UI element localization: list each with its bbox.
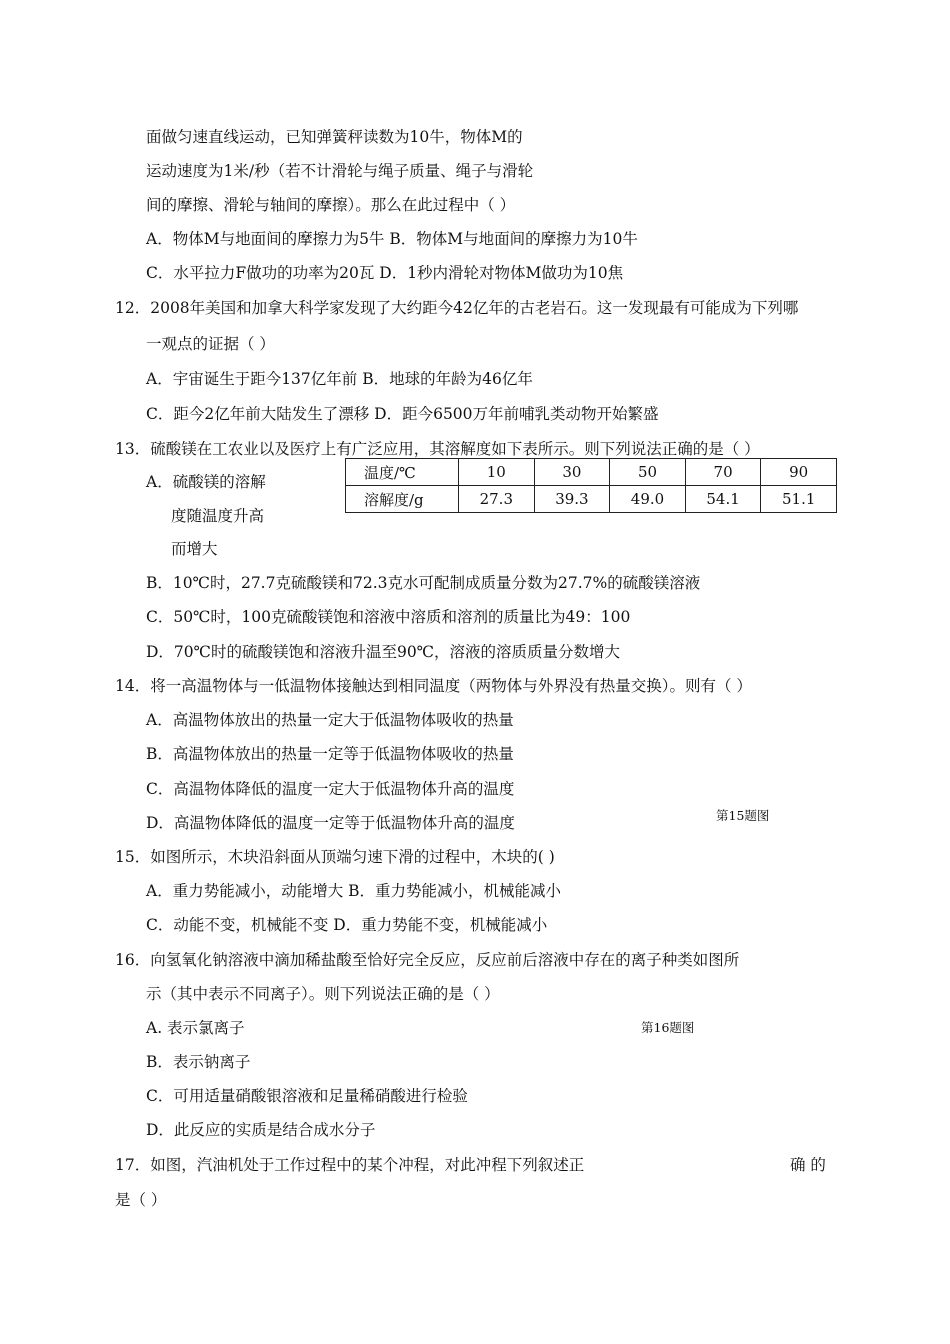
- q16-stem-line-1: 16．向氢氧化钠溶液中滴加稀盐酸至恰好完全反应，反应前后溶液中存在的离子种类如图所: [115, 951, 740, 969]
- q11-stem-line-2: 运动速度为1米/秒（若不计滑轮与绳子质量、绳子与滑轮: [146, 162, 534, 180]
- q11-options-ab: A．物体M与地面间的摩擦力为5牛 B．物体M与地面间的摩擦力为10牛: [146, 230, 638, 248]
- table-cell: 90: [761, 459, 837, 486]
- q12-options-ab: A．宇宙诞生于距今137亿年前 B．地球的年龄为46亿年: [146, 370, 533, 388]
- q12-options-cd: C．距今2亿年前大陆发生了漂移 D．距今6500万年前哺乳类动物开始繁盛: [146, 405, 659, 423]
- table-row: [346, 486, 837, 513]
- q14-option-b: B．高温物体放出的热量一定等于低温物体吸收的热量: [146, 745, 514, 763]
- table-cell: 27.3: [459, 486, 535, 513]
- q14-option-d: D．高温物体降低的温度一定等于低温物体升高的温度: [146, 814, 515, 832]
- q12-stem-line-2: 一观点的证据（ ）: [146, 335, 275, 353]
- q17-stem-line-1-tail: 确 的: [790, 1156, 826, 1174]
- q13-option-a-line-2: 度随温度升高: [171, 507, 265, 525]
- q11-stem-line-1: 面做匀速直线运动，已知弹簧秤读数为10牛，物体M的: [146, 128, 523, 146]
- q11-stem-line-3: 间的摩擦、滑轮与轴间的摩擦）。那么在此过程中（ ）: [146, 196, 516, 214]
- q17-stem-line-2: 是（ ）: [115, 1191, 167, 1209]
- table-cell: 49.0: [610, 486, 686, 513]
- q13-option-a-line-3: 而增大: [171, 540, 218, 558]
- q14-option-a: A．高温物体放出的热量一定大于低温物体吸收的热量: [146, 711, 514, 729]
- table-cell: 70: [685, 459, 761, 486]
- temperature-label: 温度/℃: [346, 459, 459, 486]
- q13-stem: 13．硫酸镁在工农业以及医疗上有广泛应用，其溶解度如下表所示。则下列说法正确的是（ ）: [115, 440, 760, 458]
- q14-option-c: C．高温物体降低的温度一定大于低温物体升高的温度: [146, 780, 515, 798]
- q17-stem-line-1: 17．如图，汽油机处于工作过程中的某个冲程，对此冲程下列叙述正: [115, 1156, 585, 1174]
- table-cell: 50: [610, 459, 686, 486]
- q15-options-ab: A．重力势能减小，动能增大 B．重力势能减小，机械能减小: [146, 882, 562, 900]
- table-row: [346, 459, 837, 486]
- table-cell: 10: [459, 459, 535, 486]
- q16-option-a: A. 表示氯离子: [146, 1019, 245, 1037]
- q11-options-cd: C．水平拉力F做功的功率为20瓦 D．1秒内滑轮对物体M做功为10焦: [146, 264, 624, 282]
- solubility-label: 溶解度/g: [346, 486, 459, 513]
- q13-option-c: C．50℃时，100克硫酸镁饱和溶液中溶质和溶剂的质量比为49：100: [146, 608, 631, 626]
- q16-option-c: C．可用适量硝酸银溶液和足量稀硝酸进行检验: [146, 1087, 468, 1105]
- figure-16-caption: 第16题图: [641, 1020, 695, 1035]
- figure-15-caption: 第15题图: [716, 808, 770, 823]
- q15-options-cd: C．动能不变，机械能不变 D．重力势能不变，机械能减小: [146, 916, 548, 934]
- table-cell: 54.1: [685, 486, 761, 513]
- table-cell: 51.1: [761, 486, 837, 513]
- q13-option-d: D．70℃时的硫酸镁饱和溶液升温至90℃，溶液的溶质质量分数增大: [146, 643, 621, 661]
- table-cell: 39.3: [534, 486, 610, 513]
- q14-stem: 14．将一高温物体与一低温物体接触达到相同温度（两物体与外界没有热量交换）。则有（ ）: [115, 677, 752, 695]
- q16-option-d: D．此反应的实质是结合成水分子: [146, 1121, 376, 1139]
- q16-option-b: B．表示钠离子: [146, 1053, 251, 1071]
- q16-stem-line-2: 示（其中表示不同离子）。则下列说法正确的是（ ）: [146, 985, 500, 1003]
- solubility-table: [345, 458, 837, 513]
- q13-option-a-line-1: A．硫酸镁的溶解: [146, 473, 266, 491]
- q13-option-b: B．10℃时，27.7克硫酸镁和72.3克水可配制成质量分数为27.7%的硫酸镁溶液: [146, 574, 701, 592]
- q15-stem: 15．如图所示，木块沿斜面从顶端匀速下滑的过程中，木块的( ): [115, 848, 555, 866]
- q12-stem-line-1: 12．2008年美国和加拿大科学家发现了大约距今42亿年的古老岩石。这一发现最有可能成为下列哪: [115, 299, 799, 317]
- table-cell: 30: [534, 459, 610, 486]
